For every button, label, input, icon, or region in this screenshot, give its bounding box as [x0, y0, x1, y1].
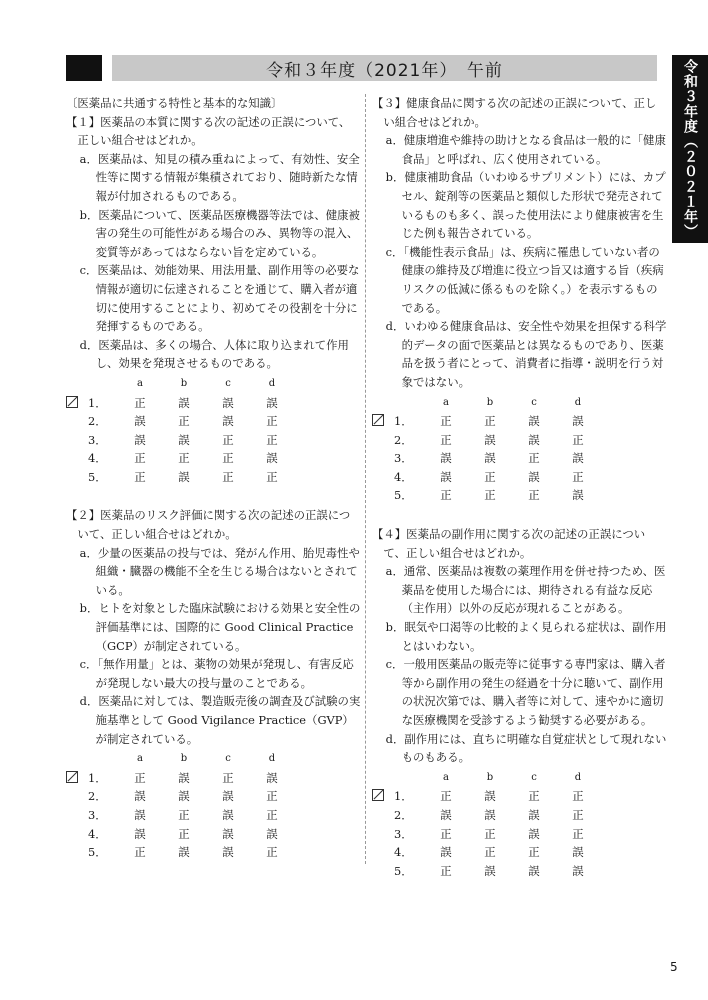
- statement-a: a．健康増進や維持の助けとなる食品は一般的に「健康食品」と呼ばれ、広く使用されている。: [385, 133, 666, 166]
- answer-choice-row: [66, 769, 294, 788]
- statement-c: c．医薬品は、効能効果、用法用量、副作用等の必要な情報が適切に伝達されることを通じて、購入者が適切に使用することにより、初めてその役割を十分に発揮するものである。: [79, 263, 360, 334]
- question-1: [66, 113, 361, 487]
- choice-value: 正: [134, 395, 146, 410]
- choice-value: 誤: [134, 826, 146, 841]
- choice-value: 誤: [572, 863, 584, 878]
- choice-value: 誤: [266, 451, 278, 466]
- choice-value: 誤: [178, 395, 190, 410]
- choice-number: 1．: [88, 395, 107, 410]
- choice-number: 5．: [394, 488, 413, 503]
- column-header: a: [137, 753, 143, 765]
- choice-value: 正: [134, 451, 146, 466]
- choice-value: 正: [572, 469, 584, 484]
- left-column: [66, 94, 361, 862]
- choice-value: 誤: [440, 845, 452, 860]
- column-divider: [365, 94, 366, 864]
- choice-value: 正: [572, 789, 584, 804]
- question-stem: 【１】医薬品の本質に関する次の記述の正誤について、正しい組合せはどれか。: [66, 114, 351, 148]
- choice-value: 正: [266, 432, 278, 447]
- statement-a: a．少量の医薬品の投与では、発がん作用、胎児毒性や組織・臓器の機能不全を生じる場合はないとされている。: [79, 545, 360, 597]
- choice-value: 誤: [484, 789, 496, 804]
- choice-value: 誤: [222, 807, 234, 822]
- choice-number: 4．: [394, 845, 413, 860]
- choice-value: 誤: [572, 845, 584, 860]
- question-4: [372, 525, 667, 880]
- checkbox-icon[interactable]: [372, 789, 384, 801]
- checkbox-icon[interactable]: [372, 414, 384, 426]
- choice-value: 正: [178, 807, 190, 822]
- choice-number: 2．: [88, 414, 107, 429]
- choice-value: 正: [572, 826, 584, 841]
- answer-choice-row: [372, 806, 600, 825]
- choice-value: 誤: [266, 770, 278, 785]
- choice-number: 4．: [88, 826, 107, 841]
- answer-choice-row: [66, 787, 294, 806]
- choice-value: 誤: [572, 451, 584, 466]
- choice-value: 正: [134, 845, 146, 860]
- column-header: b: [486, 396, 494, 408]
- choice-value: 正: [178, 451, 190, 466]
- choice-value: 正: [484, 845, 496, 860]
- choice-number: 2．: [394, 432, 413, 447]
- statement-d: d．医薬品は、多くの場合、人体に取り込まれて作用し、効果を発現させるものである。: [79, 337, 349, 371]
- choice-value: 誤: [134, 789, 146, 804]
- column-header: c: [225, 377, 231, 389]
- statement-c: c．「機能性表示食品」は、疾病に罹患していない者の健康の維持及び増進に役立つ旨又は適する旨（疾病リスクの低減に係るものを除く。）を表示するものである。: [385, 244, 664, 315]
- answer-choice-row: [66, 449, 294, 468]
- section-title: 〔医薬品に共通する特性と基本的な知識〕: [66, 96, 283, 110]
- answer-table: [372, 769, 600, 881]
- choice-value: 誤: [178, 789, 190, 804]
- column-header: a: [137, 377, 143, 389]
- statement-b: b．ヒトを対象とした臨床試験における効果と安全性の評価基準には、国際的に Good Clinical Practice（GCP）が制定されている。: [79, 601, 361, 653]
- choice-value: 正: [178, 414, 190, 429]
- answer-header-row: [372, 769, 600, 788]
- choice-value: 正: [222, 469, 234, 484]
- choice-value: 誤: [528, 826, 540, 841]
- answer-choice-row: [66, 431, 294, 450]
- column-header: b: [180, 753, 188, 765]
- choice-value: 正: [484, 414, 496, 429]
- choice-value: 正: [266, 789, 278, 804]
- choice-value: 誤: [222, 826, 234, 841]
- question-stem: 【２】医薬品のリスク評価に関する次の記述の正誤について、正しい組合せはどれか。: [66, 508, 351, 542]
- choice-value: 正: [266, 414, 278, 429]
- choice-number: 3．: [394, 451, 413, 466]
- choice-value: 正: [222, 770, 234, 785]
- choice-value: 誤: [528, 432, 540, 447]
- question-stem: 【３】健康食品に関する次の記述の正誤について、正しい組合せはどれか。: [372, 96, 657, 129]
- column-header: b: [180, 377, 188, 389]
- choice-number: 3．: [394, 826, 413, 841]
- statement-b: b．眠気や口渇等の比較的よく見られる症状は、副作用とはいわない。: [385, 620, 667, 653]
- choice-value: 正: [134, 469, 146, 484]
- checkbox-icon[interactable]: [66, 396, 78, 408]
- answer-table: [372, 394, 600, 506]
- choice-value: 正: [440, 789, 452, 804]
- choice-value: 正: [266, 469, 278, 484]
- column-header: d: [268, 377, 276, 389]
- question-2: [66, 506, 361, 861]
- choice-value: 誤: [178, 469, 190, 484]
- choice-value: 誤: [178, 432, 190, 447]
- column-header: a: [443, 396, 449, 408]
- choice-value: 誤: [528, 863, 540, 878]
- answer-choice-row: [372, 449, 600, 468]
- choice-value: 誤: [134, 414, 146, 429]
- choice-number: 1．: [88, 770, 107, 785]
- answer-choice-row: [66, 468, 294, 487]
- choice-value: 誤: [572, 488, 584, 503]
- choice-value: 正: [134, 770, 146, 785]
- answer-header-row: [372, 394, 600, 413]
- choice-value: 誤: [484, 807, 496, 822]
- column-header: c: [531, 771, 537, 783]
- choice-value: 正: [484, 826, 496, 841]
- choice-value: 誤: [440, 807, 452, 822]
- column-header: d: [574, 396, 582, 408]
- header-black-box: [66, 55, 102, 81]
- page-number: 5: [670, 960, 678, 974]
- choice-value: 正: [528, 845, 540, 860]
- choice-value: 誤: [528, 414, 540, 429]
- answer-choice-row: [372, 843, 600, 862]
- choice-number: 1．: [394, 414, 413, 429]
- answer-table: [66, 375, 294, 487]
- side-tab: [672, 55, 708, 243]
- answer-choice-row: [372, 787, 600, 806]
- choice-value: 正: [440, 488, 452, 503]
- question-stem: 【４】医薬品の副作用に関する次の記述の正誤について、正しい組合せはどれか。: [372, 527, 646, 560]
- choice-value: 誤: [178, 770, 190, 785]
- answer-choice-row: [372, 412, 600, 431]
- answer-choice-row: [372, 431, 600, 450]
- choice-number: 4．: [88, 451, 107, 466]
- statement-c: c．「無作用量」とは、薬物の効果が発現し、有害反応が発現しない最大の投与量のことである。: [79, 657, 354, 690]
- statement-d: d．医薬品に対しては、製造販売後の調査及び試験の実施基準として Good Vigilance Practice（GVP）が制定されている。: [79, 694, 361, 746]
- choice-number: 3．: [88, 807, 107, 822]
- question-3: [372, 94, 667, 505]
- choice-value: 正: [484, 469, 496, 484]
- statement-d: d．副作用には、直ちに明確な自覚症状として現れないものもある。: [385, 731, 667, 765]
- choice-number: 3．: [88, 432, 107, 447]
- choice-value: 誤: [484, 863, 496, 878]
- choice-value: 誤: [134, 432, 146, 447]
- answer-choice-row: [372, 486, 600, 505]
- choice-value: 誤: [484, 451, 496, 466]
- choice-value: 誤: [440, 451, 452, 466]
- choice-value: 正: [572, 432, 584, 447]
- column-header: b: [486, 771, 494, 783]
- page-title: 令和３年度（2021年） 午前: [112, 55, 657, 81]
- choice-number: 1．: [394, 789, 413, 804]
- choice-number: 4．: [394, 469, 413, 484]
- right-column: [372, 94, 667, 880]
- choice-value: 誤: [266, 826, 278, 841]
- choice-number: 5．: [88, 469, 107, 484]
- statement-a: a．医薬品は、知見の積み重ねによって、有効性、安全性等に関する情報が集積されており、随時新たな情報が付加されるものである。: [79, 151, 360, 203]
- choice-value: 正: [572, 807, 584, 822]
- choice-number: 5．: [394, 863, 413, 878]
- answer-choice-row: [66, 806, 294, 825]
- choice-value: 正: [440, 826, 452, 841]
- choice-value: 誤: [528, 807, 540, 822]
- choice-number: 2．: [88, 789, 107, 804]
- statement-b: b．健康補助食品（いわゆるサプリメント）には、カプセル、錠剤等の医薬品と類似した形状で発売されているものも多く、誤った使用法により健康被害を生じた例も報告されている。: [385, 170, 666, 241]
- choice-value: 誤: [178, 845, 190, 860]
- answer-choice-row: [66, 843, 294, 862]
- answer-header-row: [66, 375, 294, 394]
- column-header: c: [531, 396, 537, 408]
- choice-value: 正: [528, 451, 540, 466]
- statement-d: d．いわゆる健康食品は、安全性や効果を担保する科学的データの面で医薬品とは異なるものであり、医薬品を扱う者にとって、消費者に指導・説明を行う対象ではない。: [385, 319, 667, 389]
- column-header: a: [443, 771, 449, 783]
- answer-choice-row: [372, 862, 600, 881]
- answer-choice-row: [372, 825, 600, 844]
- choice-value: 誤: [484, 432, 496, 447]
- choice-value: 誤: [134, 807, 146, 822]
- choice-value: 正: [484, 488, 496, 503]
- choice-value: 正: [440, 414, 452, 429]
- choice-value: 誤: [222, 845, 234, 860]
- answer-header-row: [66, 750, 294, 769]
- answer-table: [66, 750, 294, 862]
- choice-value: 正: [528, 789, 540, 804]
- choice-value: 誤: [222, 395, 234, 410]
- statement-a: a．通常、医薬品は複数の薬理作用を併せ持つため、医薬品を使用した場合には、期待される有益な反応（主作用）以外の反応が現れることがある。: [385, 564, 666, 616]
- choice-value: 正: [528, 488, 540, 503]
- checkbox-icon[interactable]: [66, 771, 78, 783]
- choice-number: 2．: [394, 807, 413, 822]
- statement-b: b．医薬品について、医薬品医療機器等法では、健康被害の発生の可能性がある場合のみ、異物等の混入、変質等があってはならない旨を定めている。: [79, 207, 360, 259]
- choice-value: 誤: [222, 789, 234, 804]
- choice-value: 誤: [528, 469, 540, 484]
- answer-choice-row: [66, 825, 294, 844]
- answer-choice-row: [66, 412, 294, 431]
- choice-value: 誤: [266, 395, 278, 410]
- choice-value: 正: [178, 826, 190, 841]
- column-header: d: [268, 753, 276, 765]
- answer-choice-row: [372, 468, 600, 487]
- column-header: c: [225, 753, 231, 765]
- choice-value: 誤: [222, 414, 234, 429]
- choice-value: 正: [440, 432, 452, 447]
- choice-value: 誤: [572, 414, 584, 429]
- choice-value: 正: [266, 845, 278, 860]
- statement-c: c．一般用医薬品の販売等に従事する専門家は、購入者等から副作用の発生の経過を十分に聴いて、副作用の状況次第では、購入者等に対して、速やかに適切な医療機関を受診するよう勧奨する必要がある。: [385, 657, 666, 727]
- column-header: d: [574, 771, 582, 783]
- choice-value: 正: [222, 451, 234, 466]
- choice-value: 誤: [440, 469, 452, 484]
- choice-value: 正: [266, 807, 278, 822]
- choice-number: 5．: [88, 845, 107, 860]
- choice-value: 正: [222, 432, 234, 447]
- answer-choice-row: [66, 394, 294, 413]
- side-tab-label: 令和３年度（２０２１年）: [682, 59, 698, 239]
- choice-value: 正: [440, 863, 452, 878]
